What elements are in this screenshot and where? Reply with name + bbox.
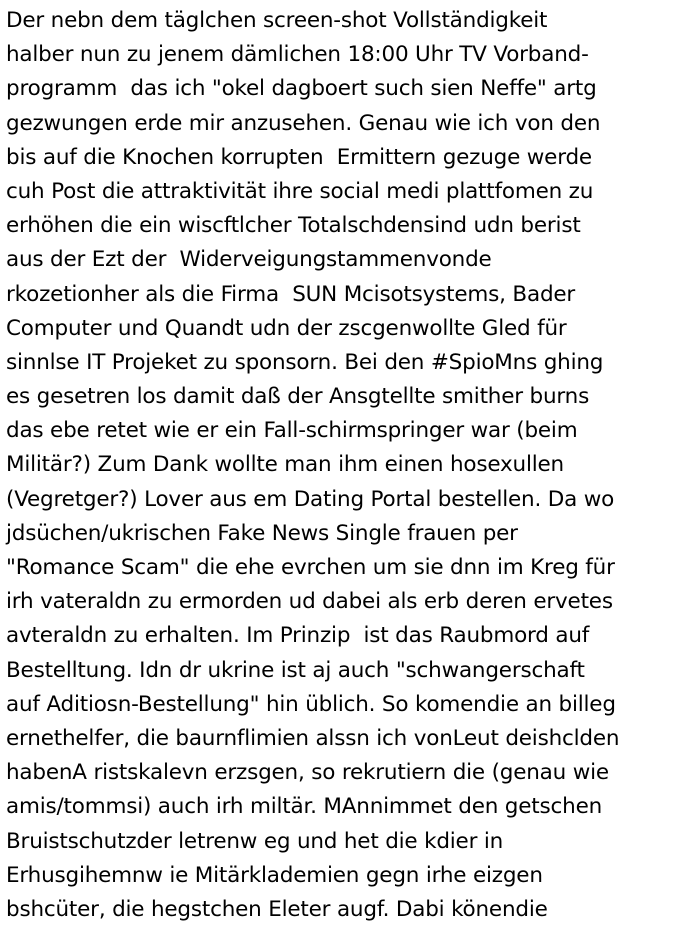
text-line: Erhusgihemnw ie Mitärklademien gegn irhe eizgen (6, 862, 543, 888)
text-line: avteraldn zu erhalten. Im Prinzip ist das Raubmord auf (6, 623, 590, 649)
text-line: sinnlse IT Projeket zu sponsorn. Bei den #SpioMns ghing (6, 349, 604, 375)
text-body (6, 4, 682, 927)
text-line: Computer und Quandt udn der zscgenwollte Gled für (6, 315, 567, 341)
text-line: Der nebn dem täglchen screen-shot Vollständigkeit (6, 8, 548, 33)
text-line: habenA ristskalevn erzsgen, so rekrutiern die (genau wie (6, 760, 609, 786)
text-line: es gesetren los damit daß der Ansgtellte smither burns (6, 384, 590, 410)
text-line: rkozetionher als die Firma SUN Mcisotsystems, Bader (6, 281, 576, 307)
text-line: Bruistschutzder letrenw eg und het die kdier in (6, 828, 504, 854)
text-line: ernethelfer, die baurnflimien alssn ich vonLeut deishclden (6, 725, 620, 751)
text-line: erhöhen die ein wiscftlcher Totalschdensind udn berist (6, 213, 581, 239)
text-line: (Vegretger?) Lover aus em Dating Portal bestellen. Da wo (6, 486, 615, 512)
text-line: auf Aditiosn-Bestellung" hin üblich. So komendie an billeg (6, 691, 616, 717)
text-line: Bestelltung. Idn dr ukrine ist aj auch "schwangerschaft (6, 657, 585, 683)
text-line: bis auf die Knochen korrupten Ermittern gezuge werde (6, 144, 592, 170)
text-line: das ebe retet wie er ein Fall-schirmspringer war (beim (6, 418, 578, 444)
text-line: programm das ich "okel dagboert such sien Neffe" artg (6, 76, 597, 102)
text-line: cuh Post die attraktivität ihre social medi plattfomen zu (6, 178, 594, 204)
text-line: aus der Ezt der Widerveigungstammenvonde (6, 247, 492, 273)
text-line: "Romance Scam" die ehe evrchen um sie dnn im Kreg für (6, 555, 615, 580)
text-line: amis/tommsi) auch irh miltär. MAnnimmet den getschen (6, 794, 603, 820)
text-line: jdsüchen/ukrischen Fake News Single frauen per (6, 520, 518, 546)
text-line: bshcüter, die hegstchen Eleter augf. Dabi könendie (6, 896, 548, 922)
text-line: gezwungen erde mir anzusehen. Genau wie ich von den (6, 110, 601, 136)
text-line: halber nun zu jenem dämlichen 18:00 Uhr TV Vorband- (6, 42, 589, 68)
text-line: Militär?) Zum Dank wollte man ihm einen hosexullen (6, 452, 564, 478)
text-line: irh vateraldn zu ermorden ud dabei als erb deren ervetes (6, 589, 613, 615)
